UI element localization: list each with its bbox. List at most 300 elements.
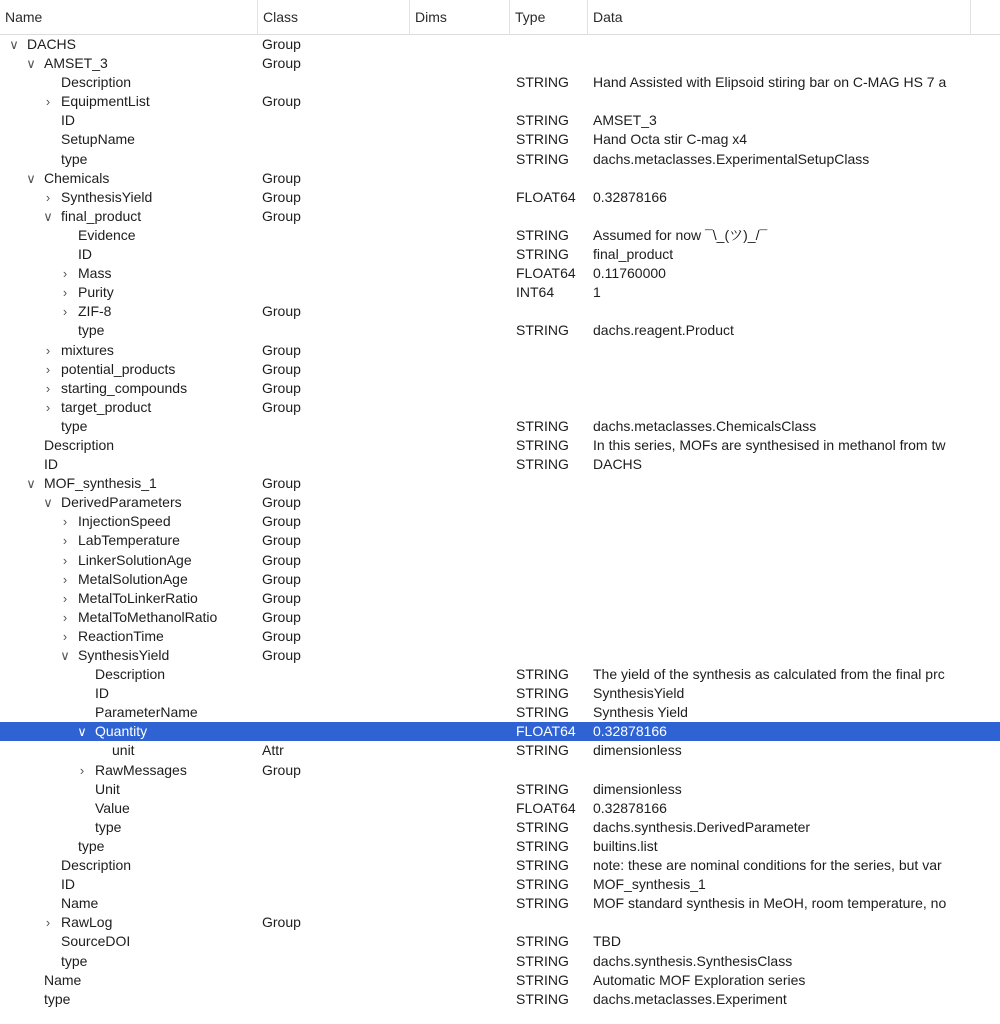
type-cell: STRING — [516, 436, 569, 453]
data-cell — [593, 512, 1000, 531]
column-header — [0, 0, 1000, 35]
class-cell: Group — [262, 608, 301, 625]
class-cell: Group — [262, 341, 301, 358]
dims-cell — [414, 379, 509, 398]
data-cell — [593, 761, 1000, 780]
type-cell — [516, 531, 588, 550]
tree-row[interactable] — [0, 932, 1000, 951]
dims-cell — [414, 932, 509, 951]
data-cell: SynthesisYield — [593, 685, 685, 702]
chevron-right-icon[interactable]: › — [62, 590, 68, 606]
name-cell — [0, 627, 257, 646]
name-cell — [0, 302, 257, 321]
name-cell — [0, 150, 257, 169]
tree-row[interactable] — [0, 169, 1000, 188]
tree-row[interactable] — [0, 990, 1000, 1009]
data-cell: dimensionless — [593, 742, 682, 759]
name-cell — [0, 73, 257, 92]
class-cell — [262, 952, 407, 971]
tree-row[interactable] — [0, 875, 1000, 894]
column-header-type[interactable]: Type — [509, 0, 587, 34]
data-cell — [593, 646, 1000, 665]
dims-cell — [414, 741, 509, 760]
tree-row[interactable] — [0, 589, 1000, 608]
name-cell — [0, 207, 257, 226]
chevron-right-icon[interactable]: › — [45, 380, 51, 396]
type-cell: STRING — [516, 990, 569, 1007]
class-cell: Group — [262, 551, 301, 568]
data-cell — [593, 360, 1000, 379]
tree-row[interactable] — [0, 436, 1000, 455]
name-cell — [0, 932, 257, 951]
node-name: Description — [44, 436, 115, 453]
tree-row[interactable] — [0, 952, 1000, 971]
chevron-right-icon[interactable]: › — [62, 533, 68, 549]
dims-cell — [414, 130, 509, 149]
node-name: Purity — [78, 284, 114, 301]
node-name: MOF_synthesis_1 — [44, 475, 157, 492]
class-cell: Group — [262, 188, 301, 205]
class-cell — [262, 130, 407, 149]
data-cell — [593, 493, 1000, 512]
class-cell: Group — [262, 761, 301, 778]
chevron-down-icon[interactable]: ∨ — [26, 56, 36, 72]
chevron-down-icon[interactable]: ∨ — [26, 170, 36, 186]
node-name: SynthesisYield — [61, 188, 153, 205]
class-cell — [262, 990, 407, 1009]
data-cell: dachs.synthesis.SynthesisClass — [593, 952, 793, 969]
type-cell: STRING — [516, 226, 569, 243]
tree-row[interactable] — [0, 722, 1000, 741]
class-cell: Group — [262, 494, 301, 511]
dims-cell — [414, 436, 509, 455]
data-cell: Assumed for now ¯\_(ツ)_/¯ — [593, 226, 768, 243]
type-cell — [516, 54, 588, 73]
tree-row[interactable] — [0, 130, 1000, 149]
chevron-right-icon[interactable]: › — [45, 361, 51, 377]
data-cell — [593, 207, 1000, 226]
type-cell — [516, 379, 588, 398]
class-cell: Group — [262, 589, 301, 606]
type-cell — [516, 608, 588, 627]
chevron-right-icon[interactable]: › — [79, 762, 85, 778]
column-header-filler — [970, 0, 1000, 34]
chevron-down-icon[interactable]: ∨ — [60, 648, 70, 663]
dims-cell — [414, 589, 509, 608]
chevron-right-icon[interactable]: › — [62, 285, 68, 301]
type-cell: STRING — [516, 780, 569, 797]
name-cell — [0, 360, 257, 379]
tree-row[interactable] — [0, 894, 1000, 913]
tree-row[interactable] — [0, 245, 1000, 264]
dims-cell — [414, 837, 509, 856]
type-cell: STRING — [516, 837, 569, 854]
name-cell — [0, 894, 257, 913]
node-name: AMSET_3 — [44, 55, 108, 72]
class-cell — [262, 703, 407, 722]
node-name: Name — [44, 971, 82, 988]
name-cell — [0, 54, 257, 73]
class-cell — [262, 111, 407, 130]
node-name: type — [61, 417, 88, 434]
name-cell — [0, 761, 257, 780]
name-cell — [0, 283, 257, 302]
data-cell — [593, 531, 1000, 550]
tree-row[interactable] — [0, 264, 1000, 283]
class-cell: Group — [262, 207, 301, 224]
tree-row[interactable] — [0, 226, 1000, 245]
dims-cell — [414, 971, 509, 990]
name-cell — [0, 990, 257, 1009]
type-cell — [516, 512, 588, 531]
data-cell: Hand Assisted with Elipsoid stiring bar on C-MAG HS 7 a — [593, 74, 947, 91]
type-cell — [516, 207, 588, 226]
node-name: MetalToMethanolRatio — [78, 608, 218, 625]
node-name: ID — [61, 112, 75, 129]
name-cell — [0, 111, 257, 130]
type-cell — [516, 169, 588, 188]
chevron-right-icon[interactable]: › — [45, 342, 51, 358]
type-cell: STRING — [516, 895, 569, 912]
tree-row[interactable] — [0, 474, 1000, 493]
tree-row[interactable] — [0, 684, 1000, 703]
dims-cell — [414, 54, 509, 73]
name-cell — [0, 531, 257, 550]
type-cell: STRING — [516, 246, 569, 263]
chevron-right-icon[interactable]: › — [62, 514, 68, 530]
name-cell — [0, 570, 257, 589]
dims-cell — [414, 264, 509, 283]
dims-cell — [414, 111, 509, 130]
class-cell — [262, 245, 407, 264]
class-cell — [262, 436, 407, 455]
chevron-right-icon[interactable]: › — [62, 552, 68, 568]
type-cell: STRING — [516, 876, 569, 893]
type-cell — [516, 493, 588, 512]
tree-row[interactable] — [0, 379, 1000, 398]
tree-row[interactable] — [0, 111, 1000, 130]
chevron-right-icon[interactable]: › — [45, 94, 51, 110]
type-cell — [516, 589, 588, 608]
tree-row[interactable] — [0, 398, 1000, 417]
node-name: Description — [95, 666, 166, 683]
data-cell — [593, 35, 1000, 54]
tree-row[interactable] — [0, 512, 1000, 531]
tree-row[interactable] — [0, 627, 1000, 646]
data-cell — [593, 570, 1000, 589]
tree-row[interactable] — [0, 531, 1000, 550]
class-cell — [262, 856, 407, 875]
data-cell — [593, 474, 1000, 493]
node-name: Chemicals — [44, 169, 110, 186]
name-cell — [0, 264, 257, 283]
type-cell: FLOAT64 — [516, 265, 576, 282]
dims-cell — [414, 913, 509, 932]
tree-outline[interactable] — [0, 35, 1000, 1009]
class-cell: Group — [262, 570, 301, 587]
node-name: ZIF-8 — [78, 303, 112, 320]
name-cell — [0, 971, 257, 990]
name-cell — [0, 188, 257, 207]
node-name: unit — [112, 742, 135, 759]
node-name: LinkerSolutionAge — [78, 551, 192, 568]
tree-row[interactable] — [0, 761, 1000, 780]
node-name: MetalSolutionAge — [78, 570, 188, 587]
chevron-down-icon[interactable]: ∨ — [43, 208, 53, 224]
class-cell — [262, 150, 407, 169]
data-cell: dachs.reagent.Product — [593, 322, 734, 339]
tree-row[interactable] — [0, 856, 1000, 875]
class-cell — [262, 722, 407, 741]
name-cell — [0, 799, 257, 818]
class-cell: Group — [262, 914, 301, 931]
tree-row[interactable] — [0, 417, 1000, 436]
chevron-right-icon[interactable]: › — [62, 628, 68, 644]
tree-row[interactable] — [0, 73, 1000, 92]
type-cell: STRING — [516, 322, 569, 339]
data-cell — [593, 169, 1000, 188]
data-cell: Synthesis Yield — [593, 704, 688, 721]
name-cell — [0, 417, 257, 436]
type-cell: FLOAT64 — [516, 723, 576, 740]
node-name: ReactionTime — [78, 627, 164, 644]
tree-row[interactable] — [0, 971, 1000, 990]
data-cell — [593, 608, 1000, 627]
chevron-down-icon[interactable]: ∨ — [9, 37, 19, 52]
dims-cell — [414, 894, 509, 913]
type-cell — [516, 551, 588, 570]
node-name: Value — [95, 799, 130, 816]
dims-cell — [414, 722, 509, 741]
tree-row[interactable] — [0, 283, 1000, 302]
dims-cell — [414, 761, 509, 780]
tree-row[interactable] — [0, 92, 1000, 111]
data-cell: final_product — [593, 246, 674, 263]
tree-row[interactable] — [0, 455, 1000, 474]
tree-row[interactable] — [0, 150, 1000, 169]
data-cell: dimensionless — [593, 780, 682, 797]
column-header-data[interactable]: Data — [587, 0, 970, 34]
dims-cell — [414, 608, 509, 627]
tree-row[interactable] — [0, 608, 1000, 627]
data-cell: 0.32878166 — [593, 188, 667, 205]
node-name: SynthesisYield — [78, 647, 170, 663]
class-cell: Group — [262, 627, 301, 644]
dims-cell — [414, 512, 509, 531]
chevron-right-icon[interactable]: › — [45, 189, 51, 205]
node-name: DerivedParameters — [61, 494, 182, 511]
type-cell: STRING — [516, 818, 569, 835]
chevron-right-icon[interactable]: › — [45, 399, 51, 415]
class-cell — [262, 455, 407, 474]
type-cell: STRING — [516, 971, 569, 988]
type-cell — [516, 341, 588, 360]
dims-cell — [414, 92, 509, 111]
tree-row[interactable] — [0, 341, 1000, 360]
tree-row[interactable] — [0, 302, 1000, 321]
type-cell: STRING — [516, 131, 569, 148]
class-cell: Group — [262, 169, 301, 186]
tree-row[interactable] — [0, 913, 1000, 932]
name-cell — [0, 35, 257, 54]
class-cell: Group — [262, 379, 301, 396]
node-name: ID — [78, 246, 92, 263]
type-cell: STRING — [516, 952, 569, 969]
name-cell — [0, 245, 257, 264]
name-cell — [0, 379, 257, 398]
type-cell — [516, 627, 588, 646]
class-cell: Group — [262, 93, 301, 110]
node-name: ID — [44, 456, 58, 473]
name-cell — [0, 837, 257, 856]
data-cell — [593, 913, 1000, 932]
type-cell — [516, 570, 588, 589]
node-name: DACHS — [27, 36, 77, 52]
name-cell — [0, 818, 257, 837]
type-cell — [516, 646, 588, 665]
dims-cell — [414, 398, 509, 417]
tree-row[interactable] — [0, 570, 1000, 589]
type-cell: STRING — [516, 857, 569, 874]
class-cell: Group — [262, 532, 301, 549]
dims-cell — [414, 570, 509, 589]
node-name: Description — [61, 74, 132, 91]
type-cell: FLOAT64 — [516, 799, 576, 816]
chevron-down-icon[interactable]: ∨ — [26, 476, 36, 492]
name-cell — [0, 703, 257, 722]
class-cell — [262, 417, 407, 436]
name-cell — [0, 952, 257, 971]
name-cell — [0, 551, 257, 570]
chevron-right-icon[interactable]: › — [45, 915, 51, 931]
tree-row[interactable] — [0, 780, 1000, 799]
class-cell: Group — [262, 475, 301, 492]
name-cell — [0, 913, 257, 932]
tree-row[interactable] — [0, 837, 1000, 856]
tree-row[interactable] — [0, 551, 1000, 570]
node-name: ParameterName — [95, 704, 198, 721]
data-cell: In this series, MOFs are synthesised in methanol from tw — [593, 436, 946, 453]
data-cell: 1 — [593, 284, 601, 301]
column-header-class[interactable]: Class — [257, 0, 409, 34]
class-cell — [262, 264, 407, 283]
column-header-dims[interactable]: Dims — [409, 0, 509, 34]
tree-row[interactable] — [0, 741, 1000, 760]
node-name: LabTemperature — [78, 532, 180, 549]
tree-row[interactable] — [0, 321, 1000, 340]
node-name: SetupName — [61, 131, 135, 148]
data-cell — [593, 551, 1000, 570]
data-cell: dachs.metaclasses.ExperimentalSetupClass — [593, 150, 870, 167]
chevron-down-icon[interactable]: ∨ — [77, 724, 87, 740]
data-cell: builtins.list — [593, 837, 658, 854]
dims-cell — [414, 684, 509, 703]
dims-cell — [414, 703, 509, 722]
class-cell — [262, 837, 407, 856]
dims-cell — [414, 417, 509, 436]
name-cell — [0, 455, 257, 474]
dims-cell — [414, 150, 509, 169]
type-cell — [516, 761, 588, 780]
class-cell: Group — [262, 303, 301, 320]
node-name: Evidence — [78, 226, 136, 243]
dims-cell — [414, 818, 509, 837]
data-cell: 0.11760000 — [593, 265, 666, 282]
dims-cell — [414, 474, 509, 493]
type-cell: INT64 — [516, 284, 555, 301]
tree-row[interactable] — [0, 188, 1000, 207]
type-cell: STRING — [516, 417, 569, 434]
tree-row[interactable] — [0, 207, 1000, 226]
chevron-right-icon[interactable]: › — [62, 571, 68, 587]
data-cell — [593, 54, 1000, 73]
tree-row[interactable] — [0, 818, 1000, 837]
data-cell: The yield of the synthesis as calculated from the final prc — [593, 666, 945, 683]
data-cell: dachs.synthesis.DerivedParameter — [593, 818, 811, 835]
data-cell — [593, 92, 1000, 111]
node-name: Name — [61, 895, 99, 912]
chevron-right-icon[interactable]: › — [62, 266, 68, 282]
node-name: final_product — [61, 207, 142, 224]
class-cell — [262, 665, 407, 684]
name-cell — [0, 130, 257, 149]
tree-row[interactable] — [0, 35, 1000, 54]
tree-row[interactable] — [0, 799, 1000, 818]
node-name: starting_compounds — [61, 379, 188, 396]
name-cell — [0, 169, 257, 188]
class-cell — [262, 684, 407, 703]
column-header-name[interactable]: Name — [5, 9, 43, 25]
name-cell — [0, 684, 257, 703]
dims-cell — [414, 493, 509, 512]
type-cell — [516, 92, 588, 111]
node-name: type — [78, 322, 105, 339]
chevron-down-icon[interactable]: ∨ — [43, 495, 53, 511]
name-cell — [0, 474, 257, 493]
type-cell — [516, 398, 588, 417]
class-cell — [262, 932, 407, 951]
type-cell — [516, 474, 588, 493]
node-name: type — [61, 150, 88, 167]
dims-cell — [414, 952, 509, 971]
node-name: type — [61, 952, 88, 969]
class-cell — [262, 321, 407, 340]
type-cell: FLOAT64 — [516, 188, 576, 205]
dims-cell — [414, 207, 509, 226]
class-cell — [262, 226, 407, 245]
dims-cell — [414, 531, 509, 550]
name-cell — [0, 436, 257, 455]
name-cell — [0, 608, 257, 627]
name-cell — [0, 341, 257, 360]
tree-row[interactable] — [0, 703, 1000, 722]
dims-cell — [414, 169, 509, 188]
class-cell — [262, 894, 407, 913]
data-cell: Automatic MOF Exploration series — [593, 971, 806, 988]
type-cell: STRING — [516, 933, 569, 950]
node-name: type — [44, 990, 71, 1007]
name-cell — [0, 398, 257, 417]
tree-row[interactable] — [0, 646, 1000, 665]
type-cell — [516, 35, 588, 54]
chevron-right-icon[interactable]: › — [62, 304, 68, 320]
tree-row[interactable] — [0, 665, 1000, 684]
chevron-right-icon[interactable]: › — [62, 609, 68, 625]
tree-row[interactable] — [0, 54, 1000, 73]
node-name: RawMessages — [95, 761, 187, 778]
tree-row[interactable] — [0, 360, 1000, 379]
tree-row[interactable] — [0, 493, 1000, 512]
